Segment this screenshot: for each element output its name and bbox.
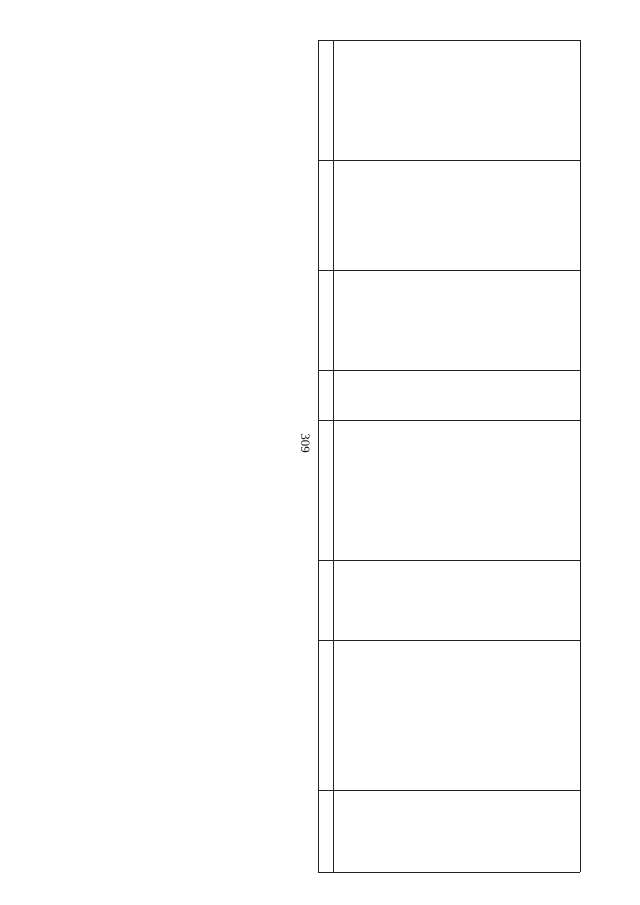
table-line (318, 40, 319, 872)
table-line (333, 40, 334, 872)
table-line (318, 370, 580, 371)
page-number: 309 (297, 433, 313, 453)
table-line (318, 640, 580, 641)
table-line (318, 420, 580, 421)
table-line (318, 790, 580, 791)
table-line (318, 270, 580, 271)
table-line (318, 872, 580, 873)
table-line (318, 40, 580, 41)
table-line (580, 40, 581, 872)
table-line (318, 160, 580, 161)
table-line (318, 560, 580, 561)
